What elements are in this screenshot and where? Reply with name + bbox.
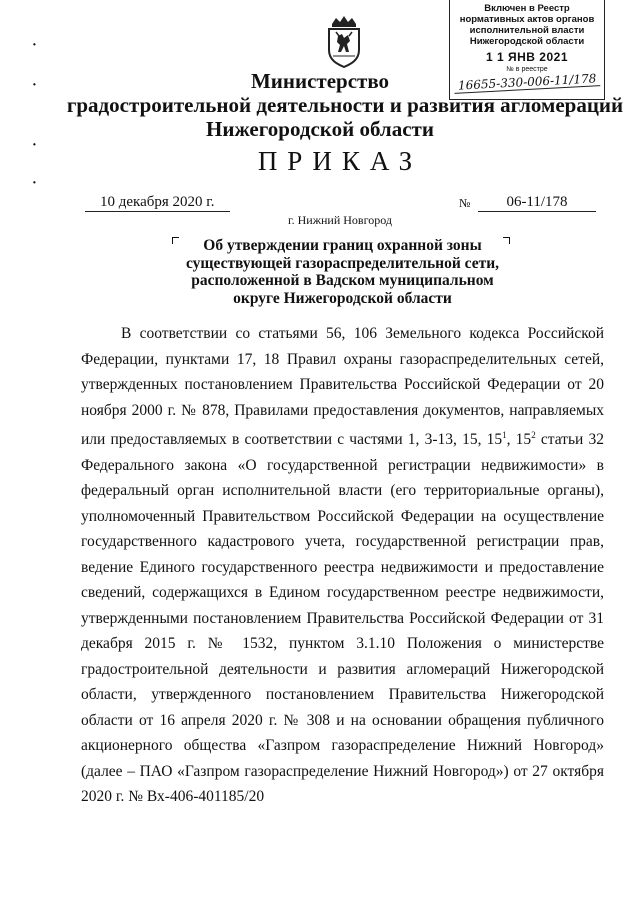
body-text-part: , 15 [506,431,532,449]
stamp-line: нормативных актов органов [459,14,595,25]
stamp-reg-number: 16655-330-006-11/178 [454,71,601,94]
scan-mark: • [33,178,36,187]
stamp-line: Включен в Реестр [484,3,570,14]
stamp-reg-label: № в реестре [506,66,548,73]
ministry-title-line3: Нижегородской области [206,117,434,141]
scan-mark: • [33,80,36,89]
document-subject: Об утверждении границ охранной зоны существующей газораспределительной сети, расположенной в Вадском муниципальном округе Нижегородской области [185,237,500,307]
body-paragraph [81,321,604,810]
number-sign: № [459,196,471,210]
coat-of-arms-icon [324,14,364,68]
document-number: 06-11/178 [478,193,596,212]
superscript: 2 [531,430,536,440]
superscript: 1 [502,430,507,440]
scan-mark: • [33,140,36,149]
stamp-line: исполнительной власти [469,25,585,36]
body-text-part: статьи 32 Федерального закона «О государственной регистрации недвижимости» в федеральный орган исполнительной власти (его территориальные органы), уполномоченный Правительством Российской Федерации на осуществление государственного кадастрового учета, государственной регистрации прав, ведение Единого государственного реестра недвижимости и предоставление сведений, содержащихся в Едином государственном реестре недвижимости, утвержденными постановлением Правительства Российской Федерации от 31 декабря 2015 г. № 1532, пунктом 3.1.10 Положения о министерстве градостроительной деятельности и развития агломераций Нижегородской области, утвержденного постановлением Правительства Нижегородской области от 16 апреля 2020 г. № 308 и на основании обращения публичного акционерного общества «Газпром газораспределение Нижний Новгород» (далее – ПАО «Газпром газораспределение Нижний Новгород») от 27 октября 2020 г. № Вх-406-401185/20 [81,431,604,806]
document-date: 10 декабря 2020 г. [85,193,230,212]
ministry-title-line2: градостроительной деятельности и развития агломераций [66,93,624,117]
stamp-line: Нижегородской области [469,36,585,47]
stamp-date: 1 1 ЯНВ 2021 [485,50,568,64]
ministry-title-line1: Министерство [250,69,390,93]
document-type: ПРИКАЗ [257,146,423,176]
scan-mark: • [33,40,36,49]
body-text-part: В соответствии со статьями 56, 106 Земельного кодекса Российской Федерации, пунктами 17, 18 Правил охраны газораспределительных сетей, утвержденных постановлением Правительства Российской Федерации от 20 ноября 2000 г. № 878, Правилами предоставления документов, направляемых или предоставляемых в соответствии с частями 1, 3-13, 15, 15 [81,325,604,449]
document-city: г. Нижний Новгород [288,213,392,227]
